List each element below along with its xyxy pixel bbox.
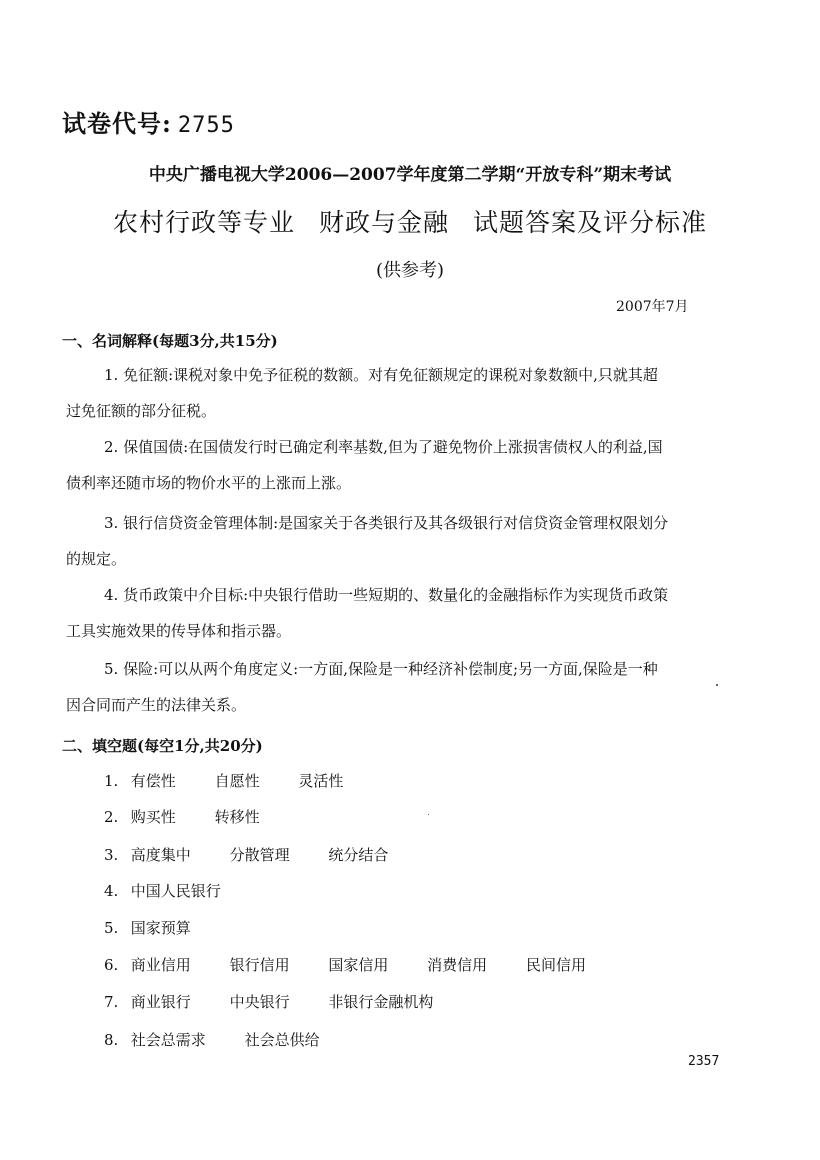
exam-code-label: 试卷代号:: [62, 109, 172, 138]
term-5-line1: 5. 保险:可以从两个角度定义:一方面,保险是一种经济补偿制度;另一方面,保险是一种: [104, 660, 658, 678]
section-2-heading: 二、填空题(每空1分,共20分): [62, 737, 263, 755]
document-title: [0, 203, 820, 239]
exam-date: 2007年7月: [616, 299, 689, 315]
fill-answer-row-4: 4. 中国人民银行: [104, 882, 221, 900]
term-1-line1: 1. 免征额:课税对象中免予征税的数额。对有免征额规定的课税对象数额中,只就其超: [104, 366, 658, 384]
fill-answer-row-7: 7. 商业银行 中央银行 非银行金融机构: [104, 993, 434, 1011]
exam-code: [62, 104, 235, 139]
fill-answer-row-3: 3. 高度集中 分散管理 统分结合: [104, 846, 389, 864]
fill-answer-row-5: 5. 国家预算: [104, 919, 191, 937]
exam-code-number: 2755: [177, 113, 235, 138]
fill-answer-row-6: 6. 商业信用 银行信用 国家信用 消费信用 民间信用: [104, 956, 586, 974]
university-exam-line: 中央广播电视大学2006—2007学年度第二学期“开放专科”期末考试: [148, 165, 672, 185]
scan-speck: [716, 684, 718, 686]
term-3-line1: 3. 银行信贷资金管理体制:是国家关于各类银行及其各级银行对信贷资金管理权限划分: [104, 514, 669, 532]
title-course: 财政与金融: [318, 208, 449, 237]
term-4-line1: 4. 货币政策中介目标:中央银行借助一些短期的、数量化的金融指标作为实现货币政策: [104, 586, 669, 604]
term-2-line1: 2. 保值国债:在国债发行时已确定利率基数,但为了避免物价上涨损害债权人的利益,国: [104, 438, 663, 456]
reference-note: (供参考): [375, 260, 445, 281]
title-major: 农村行政等专业: [112, 208, 295, 237]
term-3-line2: 的规定。: [66, 550, 127, 568]
scan-speck: [428, 814, 429, 815]
fill-answer-row-8: 8. 社会总需求 社会总供给: [104, 1031, 320, 1049]
term-2-line2: 债利率还随市场的物价水平的上涨而上涨。: [66, 474, 352, 492]
fill-answer-row-1: 1. 有偿性 自愿性 灵活性: [104, 772, 344, 790]
section-1-heading: 一、名词解释(每题3分,共15分): [62, 332, 278, 350]
term-5-line2: 因合同而产生的法律关系。: [66, 696, 247, 714]
term-1-line2: 过免征额的部分征税。: [66, 402, 217, 420]
fill-answer-row-2: 2. 购买性 转移性: [104, 808, 260, 826]
title-doc: 试题答案及评分标准: [473, 208, 708, 237]
page-number: 2357: [688, 1054, 720, 1069]
term-4-line2: 工具实施效果的传导体和指示器。: [66, 622, 292, 640]
